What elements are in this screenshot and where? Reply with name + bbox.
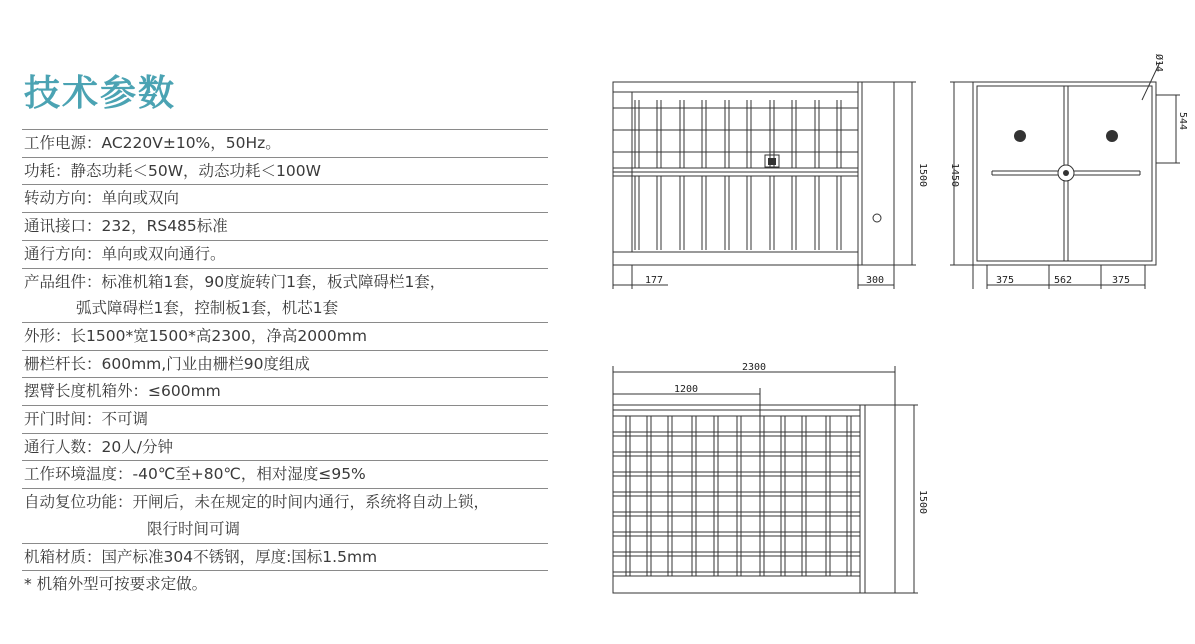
dim-plan-left: 375 [996,275,1015,286]
dim-plan-side: 544 [1177,112,1188,131]
spec-text: 通行方向：单向或双向通行。 [24,244,226,263]
spec-text: 通讯接口：232，RS485标准 [24,217,228,236]
dim-plan-height: 1450 [949,163,960,188]
spec-text: 外形：长1500*宽1500*高2300，净高2000mm [24,326,367,345]
dim-front-box: 300 [866,275,885,286]
spec-text-continued: 弧式障碍栏1套，控制板1套，机芯1套 [76,299,339,318]
dim-side-total: 2300 [742,362,767,373]
dim-plan-hole: Ø14 [1153,54,1164,73]
footnote: * 机箱外型可按要求定做。 [24,575,208,594]
front-view-details [768,158,776,165]
spec-text: 开门时间：不可调 [24,410,149,429]
dim-side-half: 1200 [674,384,699,395]
front-view-drawing [613,82,916,289]
spec-text: 机箱材质：国产标准304不锈钢，厚度:国标1.5mm [24,547,378,566]
spec-text: 摆臂长度机箱外：≤600mm [24,382,221,401]
dim-side-height: 1500 [917,490,928,515]
spec-text: 功耗：静态功耗＜50W，动态功耗＜100W [24,161,321,180]
dim-plan-mid: 562 [1054,275,1073,286]
spec-text: 工作电源：AC220V±10%，50Hz。 [24,134,281,152]
spec-text: 栅栏杆长：600mm,门业由栅栏90度组成 [24,354,310,373]
spec-text: 自动复位功能：开闸后，未在规定的时间内通行，系统将自动上锁， [24,493,490,512]
page-title: 技术参数 [24,73,177,114]
spec-text: 转动方向：单向或双向 [24,189,180,208]
dim-plan-right: 375 [1112,275,1131,286]
spec-text: 通行人数：20人/分钟 [24,437,173,456]
dim-front-height: 1500 [917,163,928,188]
spec-text: 工作环境温度：-40℃至+80℃，相对湿度≤95% [24,465,366,484]
dim-front-offset: 177 [645,275,664,286]
spec-text-continued: 限行时间可调 [147,519,241,538]
side-view-drawing [613,366,918,593]
spec-text: 产品组件：标准机箱1套，90度旋转门1套，板式障碍栏1套， [24,272,446,291]
